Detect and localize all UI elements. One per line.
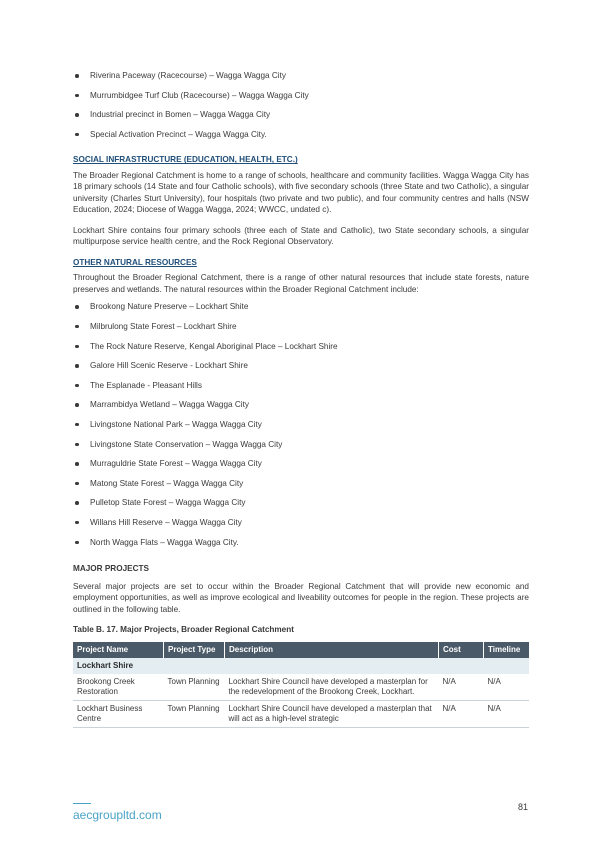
column-header: Cost [439,642,484,658]
table-cell: Lockhart Business Centre [73,700,164,727]
table-cell: N/A [484,674,530,701]
list-item: Willans Hill Reserve – Wagga Wagga City [73,517,529,537]
list-item: Pulletop State Forest – Wagga Wagga City [73,497,529,517]
list-item: The Rock Nature Reserve, Kengal Aboriginal Place – Lockhart Shire [73,341,529,361]
table-cell: Lockhart Shire Council have developed a masterplan for the redevelopment of the Brookong Creek, Lockhart. [225,674,439,701]
group-label: Lockhart Shire [73,658,529,674]
table-cell: Town Planning [164,674,225,701]
table-caption: Table B. 17. Major Projects, Broader Regional Catchment [73,625,294,635]
column-header: Description [225,642,439,658]
table-row [73,674,529,701]
social-infrastructure-heading: SOCIAL INFRASTRUCTURE (EDUCATION, HEALTH, ETC.) [73,155,298,165]
list-item: Special Activation Precinct – Wagga Wagga City. [73,129,529,149]
natural-resources-heading: OTHER NATURAL RESOURCES [73,257,197,267]
column-header: Timeline [484,642,530,658]
list-item: Milbrulong State Forest – Lockhart Shire [73,321,529,341]
page-number: 81 [517,802,528,812]
list-item: Galore Hill Scenic Reserve - Lockhart Shire [73,360,529,380]
list-item: Livingstone National Park – Wagga Wagga City [73,419,529,439]
major-projects-table [73,642,529,728]
list-item: Riverina Paceway (Racecourse) – Wagga Wagga City [73,70,529,90]
list-item: Murraguldrie State Forest – Wagga Wagga City [73,458,529,478]
list-item: Livingstone State Conservation – Wagga Wagga City [73,439,529,459]
major-projects-intro: Several major projects are set to occur within the Broader Regional Catchment that will provide new economic and employment opportunities, as well as improve ecological and liveability outcomes for people in the region. These projects are outlined in the following table. [73,581,529,614]
table-group-row [73,658,529,674]
table-cell: Lockhart Shire Council have developed a masterplan that will act as a high-level strategic [225,700,439,727]
footer-website-link[interactable]: aecgroupltd.com [73,808,162,822]
list-item: Murrumbidgee Turf Club (Racecourse) – Wagga Wagga City [73,90,529,110]
major-projects-heading: MAJOR PROJECTS [73,564,149,574]
list-item: North Wagga Flats – Wagga Wagga City. [73,537,529,557]
table-cell: N/A [439,700,484,727]
list-item: The Esplanade - Pleasant Hills [73,380,529,400]
social-paragraph-1: The Broader Regional Catchment is home to a range of schools, healthcare and community facilities. Wagga Wagga City has 18 primary schools (14 State and four Catholic schools), with five secondary schools (three State and two Catholic), a singular university (Charles Sturt University), four hospitals (two private and two public), and four community centres and halls (NSW Education, 2024; Diocese of Wagga Wagga, 2024; WWCC, undated c). [73,170,529,215]
list-item: Brookong Nature Preserve – Lockhart Shite [73,301,529,321]
table-cell: Brookong Creek Restoration [73,674,164,701]
list-item: Marrambidya Wetland – Wagga Wagga City [73,399,529,419]
page-content [73,70,529,728]
table-header-row [73,642,529,658]
table-cell: N/A [439,674,484,701]
footer-accent-line [73,803,91,804]
table-row [73,700,529,727]
column-header: Project Type [164,642,225,658]
table-cell: N/A [484,700,530,727]
list-item: Matong State Forest – Wagga Wagga City [73,478,529,498]
natural-resources-list [73,301,529,556]
list-item: Industrial precinct in Bomen – Wagga Wagga City [73,109,529,129]
social-paragraph-2: Lockhart Shire contains four primary schools (three each of State and Catholic), two State secondary schools, a singular multipurpose service health centre, and the Rock Regional Observatory. [73,225,529,247]
column-header: Project Name [73,642,164,658]
table-cell: Town Planning [164,700,225,727]
top-bullet-list [73,70,529,148]
natural-resources-intro: Throughout the Broader Regional Catchment, there is a range of other natural resources that include state forests, nature preserves and wetlands. The natural resources within the Broader Regional Catchment include: [73,273,529,294]
